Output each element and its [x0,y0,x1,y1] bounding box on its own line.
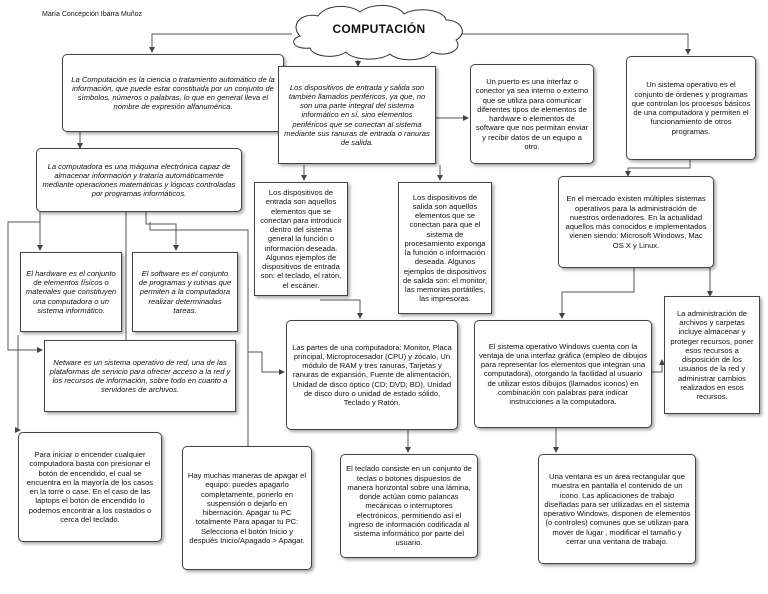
author-name: María Concepción Ibarra Muñoz [42,11,142,18]
node-ventana [538,454,696,564]
node-computadora-maquina [36,148,242,212]
node-text: Para iniciar o encender cualquier computadora basta con presionar el botón de encendido, el cual se encuentra en la mayoría de los casos en la torre o case. En el caso de las laptops el botón de encendido lo podemos encontrar a los costados o cerca del teclado. [26,450,154,524]
node-software [132,252,238,332]
node-puerto [470,64,594,164]
node-teclado [340,454,478,558]
node-text: Los dispositivos de salida son aquellos elementos que se conectan para que el sistema de procesamiento exponga la función o información deseada. Algunos ejemplos de dispositivos de salida son: el monitor, las memorias portátiles, las impresoras. [403,192,488,304]
node-administracion-archivos [664,296,760,414]
node-text: El teclado consiste en un conjunto de teclas o botones dispuestos de manera horizontal sobre una lámina, donde actúan como palancas mecánicas o interruptores electrónicos, permitiendo así el ingreso de información codificada al sistema informático por parte del usuario. [346,464,472,548]
node-text: La administración de archivos y carpetas incluye almacenar y proteger recursos, poner esos recursos a disposición de los usuarios de la red y administrar cambios realizados en esos recursos. [670,308,754,401]
node-computacion-definicion [62,54,284,132]
node-partes-computadora [286,320,458,430]
node-hardware [20,252,122,332]
title: COMPUTACIÓN [332,22,426,36]
node-text: Los dispositivos de entrada son aquellos elementos que se conectan para introducir dentro del sistema general la función o información deseada. Algunos ejemplos de dispositivos de entrada son: el teclado, el ratón, el escáner. [260,188,342,290]
node-text: La computadora es una máquina electrónica capaz de almacenar información y trataría automáticamente mediante operaciones matemáticas y lógicas controladas por programas informáticos. [42,161,236,199]
node-windows [474,320,652,428]
node-perifericos [278,66,436,164]
node-encender [18,432,162,542]
node-text: Las partes de una computadora: Monitor, Placa principal, Microprocesador (CPU) y zócalo, Un módulo de RAM y tres ranuras, Tarjetas y ranuras de expansión, Fuente de alimentación, Unidad de disco óptico (CD; DVD; BD), Unidad de disco duro o unidad de estado sólido, Teclado y Ratón. [292,342,452,408]
node-text: El software es el conjunto de programas y rutinas que permiten a la computadora realizar determinadas tareas. [138,268,232,315]
node-dispositivos-entrada [254,182,348,296]
node-dispositivos-salida [398,182,492,314]
node-text: Hay muchas maneras de apagar el equipo: puedes apagarlo completamente, ponerlo en suspensión o dejarlo en hibernación. Apagar tu PC totalmente Para apagar tu PC: Selecciona el botón Inicio y después Inicio/Apagado > Apagar. [187,471,307,545]
node-text: Los dispositivos de entrada y salida son también llamados periféricos, ya que, no son una parte integral del sistema informático en sí, sino elementos periféricos que se conectan al sistema mediante sus ranuras de entrada o ranuras de salida. [284,82,430,148]
node-text: La Computación es la ciencia o tratamiento automático de la información, que puede estar constituida por un conjunto de símbolos, números o palabras, lo que en general lleva el nombre de expresión alfanumérica. [71,74,275,112]
node-text: Un sistema operativo es el conjunto de órdenes y programas que controlan los procesos básicos de una computadora y permiten el funcionamiento de otros programas. [631,80,751,136]
node-text: En el mercado existen múltiples sistemas operativos para la administración de nuestros ordenadores. En la actualidad aquellos más conocidos e implementados vienen siendo: Microsoft Windows, Mac OS X y Linux. [565,194,707,250]
node-netware [44,340,236,412]
node-text: El sistema operativo Windows cuenta con la ventaja de una interfaz gráfica (empleo de dibujos para representar los elementos que integran una computadora), otorgando la facilidad al usuario de utilizar estos dibujos (llamados iconos) en combinación con palabras para indicar instrucciones a la computadora. [479,341,648,407]
node-sistema-operativo [626,56,756,160]
node-text: Una ventana es un área rectangular que muestra en pantalla el contenido de un icono. Las aplicaciones de trabajo diseñadas para ser utilizadas en el sistema operativo Windows, disponen de elementos (o controles) comunes que se utilizan para mover de lugar , modificar el tamaño y cerrar una ventana de trabajo. [543,472,691,546]
node-apagar [182,446,312,570]
node-text: Netware es un sistema operativo de red, una de las plataformas de servicio para ofrecer acceso a la red y los recursos de información, sobre todo en cuanto a servidores de archivos. [49,357,231,395]
node-text: Un puerto es una interfaz o conector ya sea interno o externo que se utiliza para comunicar diferentes tipos de elementos de hardware o elementos de software que nos permitan enviar y recibir datos de un equipo a otro. [475,77,589,151]
node-mercado-sistemas [558,176,714,268]
node-text: El hardware es el conjunto de elementos físicos o materiales que constituyen una computadora o un sistema informático. [25,268,117,315]
